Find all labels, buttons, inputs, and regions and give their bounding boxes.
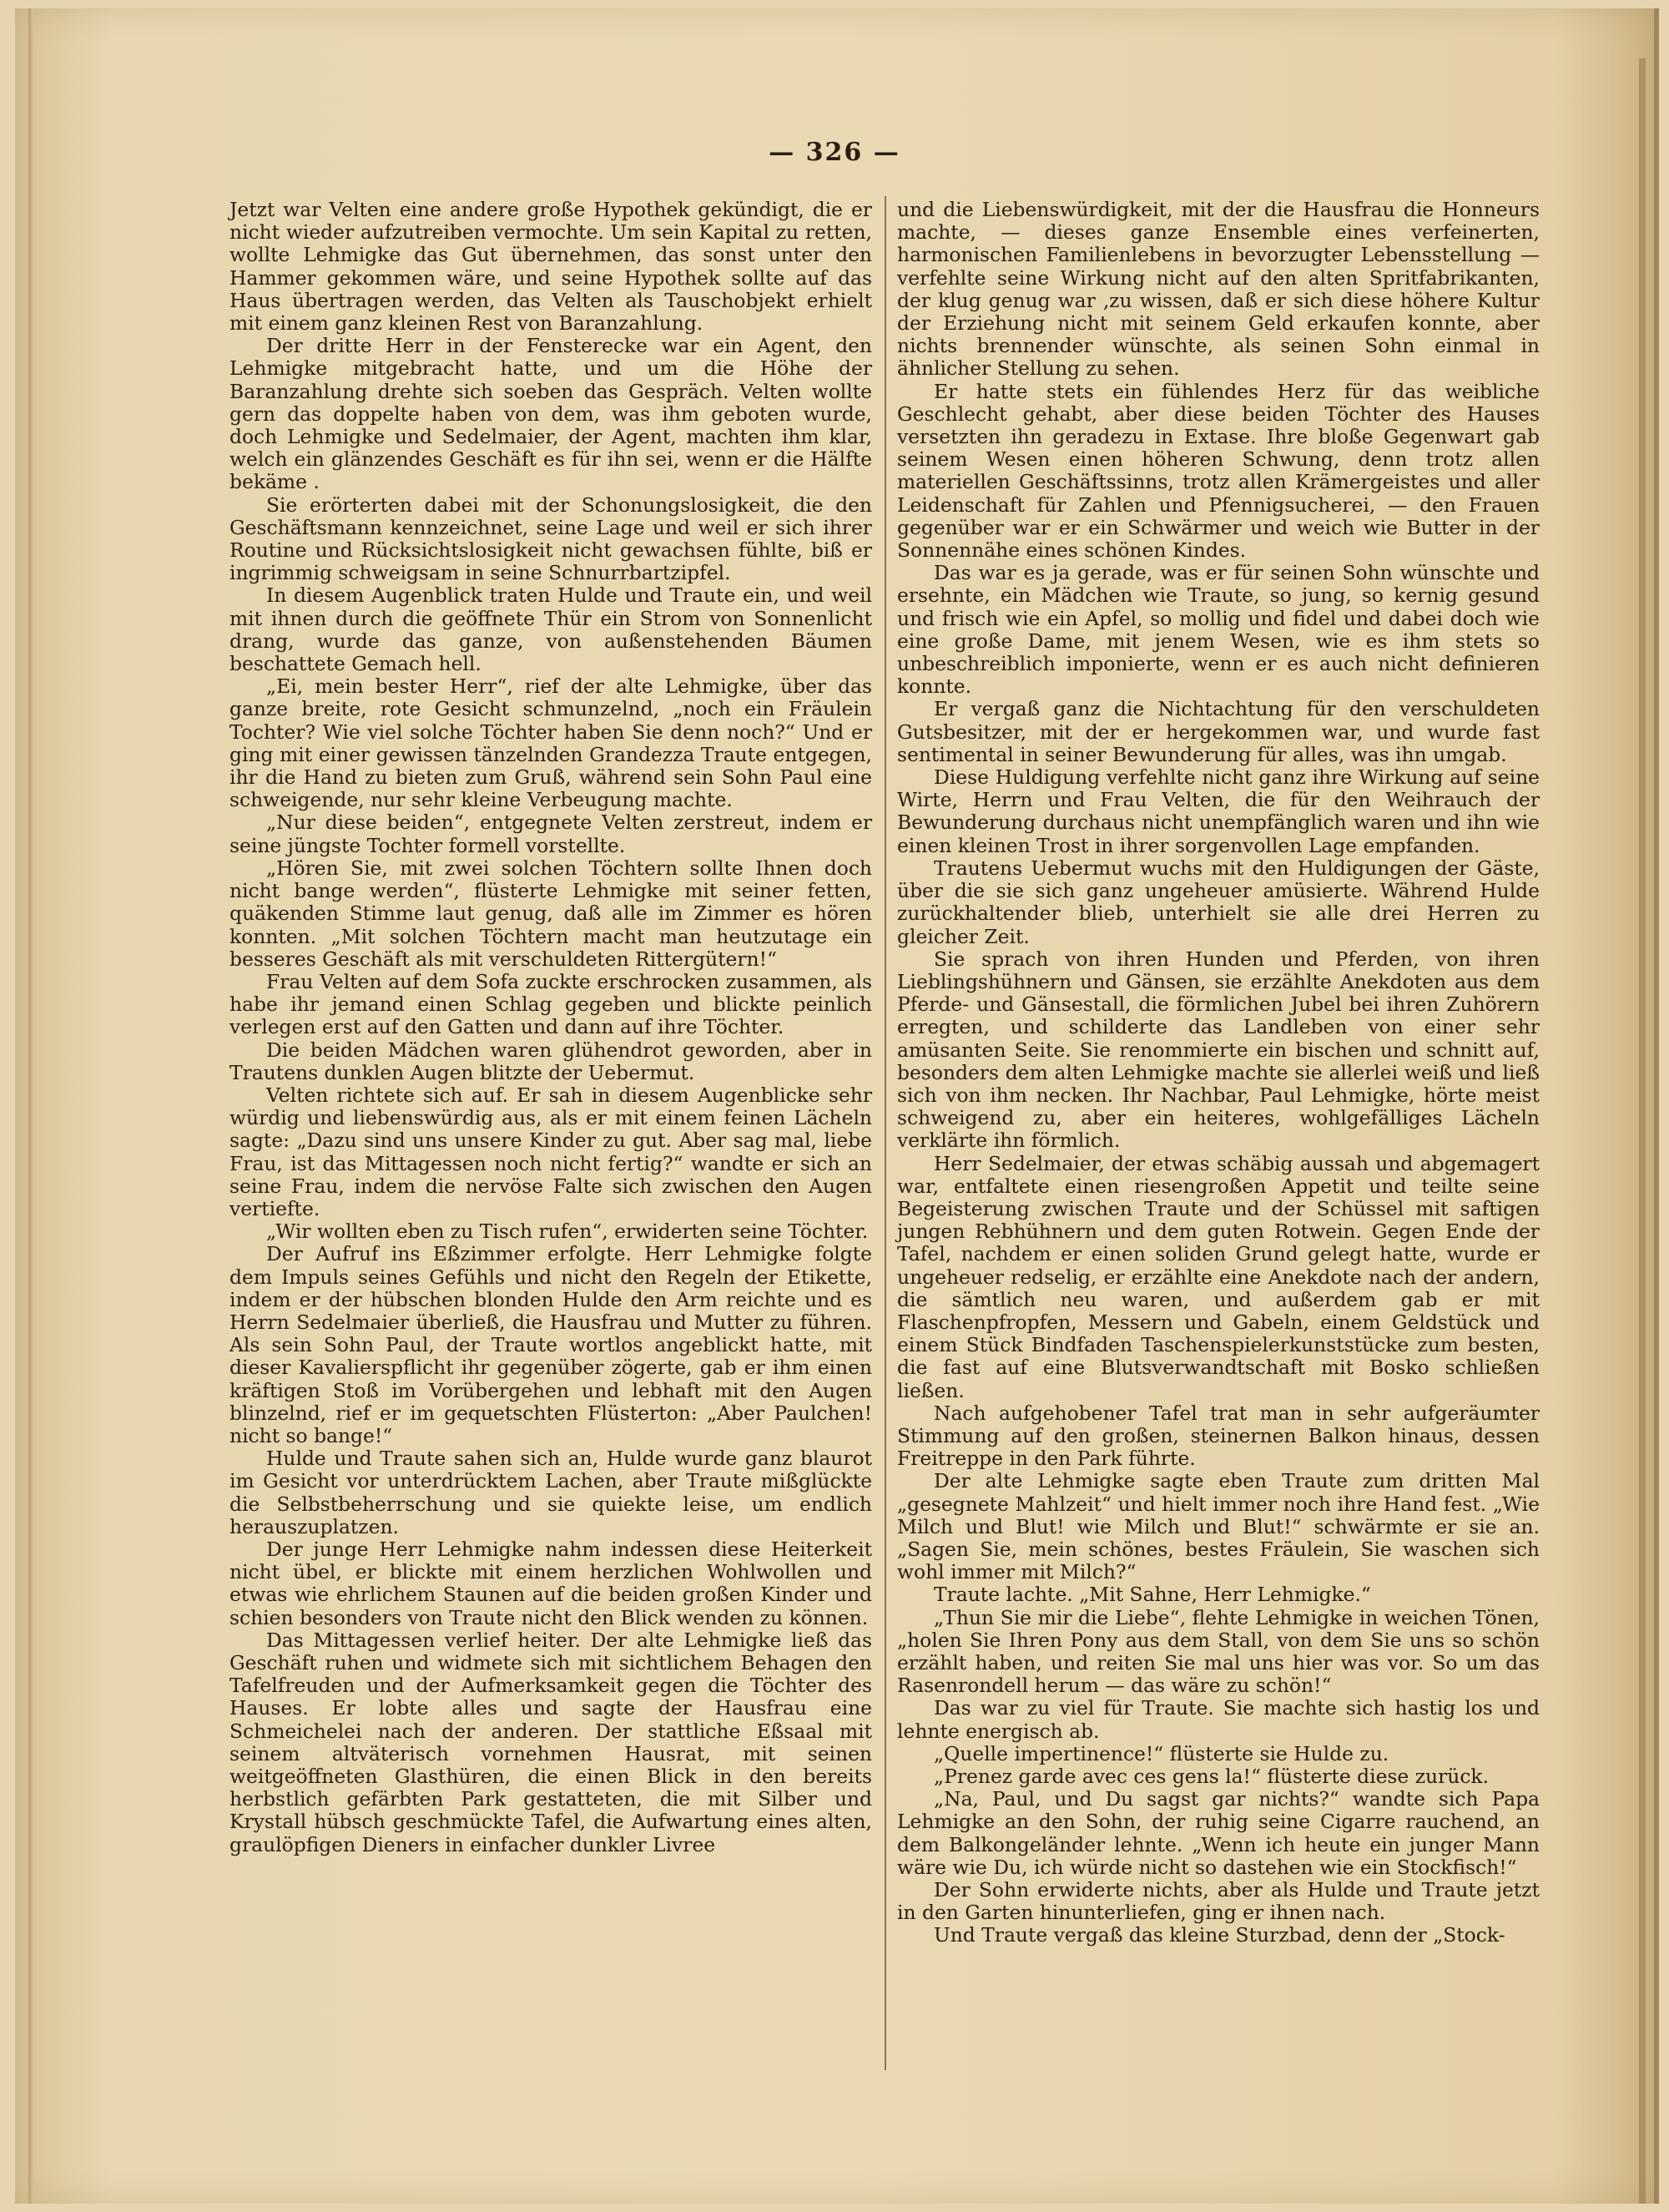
paragraph: Der Sohn erwiderte nichts, aber als Hulde und Traute jetzt in den Garten hinunterliefen, ging er ihnen nach. bbox=[897, 1878, 1540, 1925]
paragraph: Und Traute vergaß das kleine Sturzbad, denn der „Stock- bbox=[934, 1923, 1505, 1947]
page-edge bbox=[1639, 58, 1646, 2204]
paragraph: Der Aufruf ins Eßzimmer erfolgte. Herr Lehmigke folgte dem Impuls seines Gefühls und nicht den Regeln der Etikette, indem er der hübschen blonden Hulde den Arm reichte und es Herrn Sedelmaier überließ, die Hausfrau und Mutter zu führen. Als sein Sohn Paul, der Traute wortlos angeblickt hatte, mit dieser Kavalierspflicht ihr gegenüber zögerte, gab er ihm einen kräftigen Stoß im Vorübergehen und lebhaft mit den Augen blinzelnd, rief er im gequetschten Flüsterton: „Aber Paulchen! nicht so bange!“ bbox=[229, 1242, 872, 1447]
paragraph: Traute lachte. „Mit Sahne, Herr Lehmigke.“ bbox=[934, 1583, 1371, 1607]
text-column-left bbox=[229, 199, 872, 1856]
paragraph: „Wir wollten eben zu Tisch rufen“, erwiderten seine Töchter. bbox=[266, 1220, 869, 1244]
paragraph: Das Mittagessen verlief heiter. Der alte Lehmigke ließ das Geschäft ruhen und widmete sich mit sichtlichem Behagen den Tafelfreuden und der Aufmerksamkeit gegen die Töchter des Hauses. Er lobte alles und sagte der Hausfrau eine Schmeichelei nach der anderen. Der stattliche Eßsaal mit seinem altväterisch vornehmen Hausrat, mit seinen weitgeöffneten Glasthüren, die einen Blick in den bereits herbstlich gefärbten Park gestatteten, die mit Silber und Krystall hübsch geschmückte Tafel, die Aufwartung eines alten, graulöpfigen Dieners in einfacher dunkler Livree bbox=[229, 1628, 872, 1856]
paragraph: Das war es ja gerade, was er für seinen Sohn wünschte und ersehnte, ein Mädchen wie Traute, so jung, so kernig gesund und frisch wie ein Apfel, so mollig und fidel und dabei doch wie eine große Dame, mit jenem Wesen, wie es ihm stets so unbeschreiblich imponierte, wenn er es auch nicht definieren konnte. bbox=[897, 561, 1540, 699]
paragraph: „Quelle impertinence!“ flüsterte sie Hulde zu. bbox=[934, 1741, 1389, 1765]
paragraph: „Ei, mein bester Herr“, rief der alte Lehmigke, über das ganze breite, rote Gesicht schmunzelnd, „noch ein Fräulein Tochter? Wie viel solche Töchter haben Sie denn noch?“ Und er ging mit einer gewissen tänzelnden Grandezza Traute entgegen, ihr die Hand zu bieten zum Gruß, während sein Sohn Paul eine schweigende, nur sehr kleine Verbeugung machte. bbox=[229, 674, 872, 812]
paragraph: Jetzt war Velten eine andere große Hypothek gekündigt, die er nicht wieder aufzutreiben vermochte. Um sein Kapital zu retten, wollte Lehmigke das Gut übernehmen, das sonst unter den Hammer gekommen wäre, und seine Hypothek sollte auf das Haus übertragen werden, das Velten als Tauschobjekt erhielt mit einem ganz kleinen Rest von Baranzahlung. bbox=[229, 198, 872, 336]
paragraph: In diesem Augenblick traten Hulde und Traute ein, und weil mit ihnen durch die geöffnete Thür ein Strom von Sonnenlicht drang, wurde das ganze, von außenstehenden Bäumen beschattete Gemach hell. bbox=[229, 583, 872, 676]
paragraph: „Nur diese beiden“, entgegnete Velten zerstreut, indem er seine jüngste Tochter formell vorstellte. bbox=[229, 811, 872, 857]
paragraph: Die beiden Mädchen waren glühendrot geworden, aber in Trautens dunklen Augen blitzte der Uebermut. bbox=[229, 1038, 872, 1084]
paragraph: Trautens Uebermut wuchs mit den Huldigungen der Gäste, über die sie sich ganz ungeheuer amüsierte. Während Hulde zurückhaltender blieb, unterhielt sie alle drei Herren zu gleicher Zeit. bbox=[897, 856, 1540, 948]
paragraph: Der junge Herr Lehmigke nahm indessen diese Heiterkeit nicht übel, er blickte mit einem herzlichen Wohlwollen und etwas wie ehrlichem Staunen auf die beiden großen Kinder und schien besonders von Traute nicht den Blick wenden zu können. bbox=[229, 1537, 872, 1629]
paragraph: Er vergaß ganz die Nichtachtung für den verschuldeten Gutsbesitzer, mit der er hergekommen war, und wurde fast sentimental in seiner Bewunderung für alles, was ihn umgab. bbox=[897, 697, 1540, 766]
paragraph: Sie erörterten dabei mit der Schonungslosigkeit, die den Geschäftsmann kennzeichnet, seine Lage und weil er sich ihrer Routine und Rücksichtslosigkeit nicht gewachsen fühlte, biß er ingrimmig schweigsam in seine Schnurrbartzipfel. bbox=[229, 492, 872, 585]
paragraph: Das war zu viel für Traute. Sie machte sich hastig los und lehnte energisch ab. bbox=[897, 1696, 1540, 1743]
page-fold-shadow bbox=[28, 8, 33, 2204]
text-column-right bbox=[897, 199, 1540, 1947]
paragraph: Herr Sedelmaier, der etwas schäbig aussah und abgemagert war, entfaltete einen riesengroßen Appetit und teilte seine Begeisterung zwischen Traute und der Schüssel mit saftigen jungen Rebhühnern und dem guten Rotwein. Gegen Ende der Tafel, nachdem er einen soliden Grund gelegt hatte, wurde er ungeheuer redselig, er erzählte eine Anekdote nach der andern, die sämtlich neu waren, und außerdem gab er mit Flaschenpfropfen, Messern und Gabeln, einem Geldstück und einem Stück Bindfaden Taschenspielerkunststücke zum besten, die fast auf eine Blutsverwandtschaft mit Bosko schließen ließen. bbox=[897, 1151, 1540, 1402]
page-number: — 326 — bbox=[769, 138, 900, 167]
paragraph: Velten richtete sich auf. Er sah in diesem Augenblicke sehr würdig und liebenswürdig aus, als er mit einem feinen Lächeln sagte: „Dazu sind uns unsere Kinder zu gut. Aber sag mal, liebe Frau, ist das Mittagessen noch nicht fertig?“ wandte er sich an seine Frau, indem die nervöse Falte sich zwischen den Augen vertiefte. bbox=[229, 1083, 872, 1220]
paragraph: „Thun Sie mir die Liebe“, flehte Lehmigke in weichen Tönen, „holen Sie Ihren Pony aus dem Stall, von dem Sie uns so schön erzählt haben, und reiten Sie mal uns hier was vor. So um das Rasenrondell herum — das wäre zu schön!“ bbox=[897, 1605, 1540, 1698]
paragraph: „Na, Paul, und Du sagst gar nichts?“ wandte sich Papa Lehmigke an den Sohn, der ruhig seine Cigarre rauchend, an dem Balkongeländer lehnte. „Wenn ich heute ein junger Mann wäre wie Du, ich würde nicht so dastehen wie ein Stockfisch!“ bbox=[897, 1787, 1540, 1879]
paragraph: „Prenez garde avec ces gens la!“ flüsterte diese zurück. bbox=[934, 1765, 1490, 1789]
paragraph: „Hören Sie, mit zwei solchen Töchtern sollte Ihnen doch nicht bange werden“, flüsterte Lehmigke mit seiner fetten, quäkenden Stimme laut genug, daß alle im Zimmer es hören konnten. „Mit solchen Töchtern macht man heutzutage ein besseres Geschäft als mit verschuldeten Rittergütern!“ bbox=[229, 856, 872, 971]
paragraph: Der alte Lehmigke sagte eben Traute zum dritten Mal „gesegnete Mahlzeit“ und hielt immer noch ihre Hand fest. „Wie Milch und Blut! wie Milch und Blut!“ schwärmte er sie an. „Sagen Sie, mein schönes, bestes Fräulein, Sie waschen sich wohl immer mit Milch?“ bbox=[897, 1469, 1540, 1584]
paragraph: Hulde und Traute sahen sich an, Hulde wurde ganz blaurot im Gesicht vor unterdrücktem Lachen, aber Traute mißglückte die Selbstbeherrschung und sie quiekte leise, um endlich herauszuplatzen. bbox=[229, 1447, 872, 1538]
paragraph: Nach aufgehobener Tafel trat man in sehr aufgeräumter Stimmung auf den großen, steinernen Balkon hinaus, dessen Freitreppe in den Park führte. bbox=[897, 1401, 1540, 1471]
paragraph: Sie sprach von ihren Hunden und Pferden, von ihren Lieblingshühnern und Gänsen, sie erzählte Anekdoten aus dem Pferde- und Gänsestall, die förmlichen Jubel bei ihren Zuhörern erregten, und schilderte das Landleben von einer sehr amüsanten Seite. Sie renommierte ein bischen und schnitt auf, besonders dem alten Lehmigke machte sie allerlei weiß und ließ sich von ihm necken. Ihr Nachbar, Paul Lehmigke, hörte meist schweigend zu, aber ein heiteres, wohlgefälliges Lächeln verklärte ihn förmlich. bbox=[897, 947, 1540, 1153]
paragraph: Der dritte Herr in der Fensterecke war ein Agent, den Lehmigke mitgebracht hatte, und um die Höhe der Baranzahlung drehte sich soeben das Gespräch. Velten wollte gern das doppelte haben von dem, was ihm geboten wurde, doch Lehmigke und Sedelmaier, der Agent, machten ihm klar, welch ein glänzendes Geschäft es für ihn sei, wenn er die Hälfte bekäme . bbox=[229, 334, 872, 494]
paragraph: Er hatte stets ein fühlendes Herz für das weibliche Geschlecht gehabt, aber diese beiden Töchter des Hauses versetzten ihn geradezu in Extase. Ihre bloße Gegenwart gab seinem Wesen einen höheren Schwung, denn trotz allen materiellen Geschäftssinns, trotz allen Krämergeistes und aller Leidenschaft für Zahlen und Pfennigsucherei, — den Frauen gegenüber war er ein Schwärmer und weich wie Butter in der Sonnennähe eines schönen Kindes. bbox=[897, 379, 1540, 563]
paragraph: und die Liebenswürdigkeit, mit der die Hausfrau die Honneurs machte, — dieses ganze Ensemble eines verfeinerten, harmonischen Familienlebens in bevorzugter Lebensstellung — verfehlte seine Wirkung nicht auf den alten Spritfabrikanten, der klug genug war ‚zu wissen, daß er sich diese höhere Kultur der Erziehung nicht mit seinem Geld erkaufen konnte, aber nichts brennender wünschte, als seinen Sohn einmal in ähnlicher Stellung zu sehen. bbox=[897, 198, 1540, 381]
paragraph: Frau Velten auf dem Sofa zuckte erschrocken zusammen, als habe ihr jemand einen Schlag gegeben und blickte peinlich verlegen erst auf den Gatten und dann auf ihre Töchter. bbox=[229, 969, 872, 1039]
column-divider bbox=[885, 196, 886, 2070]
paragraph: Diese Huldigung verfehlte nicht ganz ihre Wirkung auf seine Wirte, Herrn und Frau Velten, die für den Weihrauch der Bewunderung durchaus nicht unempfänglich waren und ihn wie einen kleinen Trost in ihrer sorgenvollen Lage empfanden. bbox=[897, 765, 1540, 857]
